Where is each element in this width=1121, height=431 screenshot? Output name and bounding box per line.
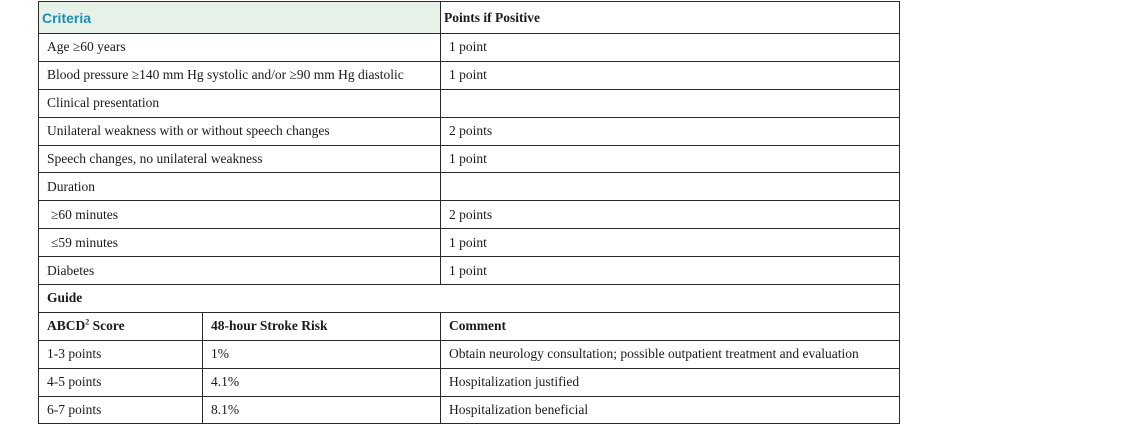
- table-row: [39, 145, 900, 173]
- criteria-label: Duration: [39, 173, 441, 201]
- criteria-label: Clinical presentation: [39, 89, 441, 117]
- criteria-points: 1 point: [441, 229, 900, 257]
- table-row: [39, 89, 900, 117]
- criteria-label: ≥60 minutes: [39, 201, 441, 229]
- comment-column-header: Comment: [441, 312, 900, 340]
- risk-column-header: 48-hour Stroke Risk: [203, 312, 441, 340]
- table-header-row: [39, 2, 900, 34]
- guide-score: 6-7 points: [39, 396, 203, 424]
- table-row: [39, 229, 900, 257]
- criteria-points: 2 points: [441, 117, 900, 145]
- criteria-points: 1 point: [441, 257, 900, 285]
- table-row: [39, 257, 900, 285]
- table-row: [39, 61, 900, 89]
- guide-comment: Hospitalization justified: [441, 368, 900, 396]
- table-row: [39, 173, 900, 201]
- criteria-label: Diabetes: [39, 257, 441, 285]
- criteria-points: 2 points: [441, 201, 900, 229]
- guide-comment: Obtain neurology consultation; possible outpatient treatment and evaluation: [441, 340, 900, 368]
- points-header: Points if Positive: [441, 2, 900, 34]
- guide-comment: Hospitalization beneficial: [441, 396, 900, 424]
- abcd2-score-table: [38, 1, 900, 424]
- guide-row: [39, 368, 900, 396]
- criteria-label: ≤59 minutes: [39, 229, 441, 257]
- criteria-points: 1 point: [441, 34, 900, 62]
- table-row: [39, 201, 900, 229]
- guide-row: [39, 396, 900, 424]
- criteria-points: [441, 89, 900, 117]
- guide-score: 4-5 points: [39, 368, 203, 396]
- criteria-points: [441, 173, 900, 201]
- table-row: [39, 117, 900, 145]
- guide-score: 1-3 points: [39, 340, 203, 368]
- criteria-label: Blood pressure ≥140 mm Hg systolic and/or ≥90 mm Hg diastolic: [39, 61, 441, 89]
- criteria-points: 1 point: [441, 145, 900, 173]
- guide-row: [39, 340, 900, 368]
- criteria-header: Criteria: [39, 2, 441, 34]
- criteria-label: Speech changes, no unilateral weakness: [39, 145, 441, 173]
- criteria-label: Unilateral weakness with or without speech changes: [39, 117, 441, 145]
- guide-title: Guide: [39, 285, 900, 313]
- guide-risk: 1%: [203, 340, 441, 368]
- criteria-label: Age ≥60 years: [39, 34, 441, 62]
- guide-title-row: [39, 285, 900, 313]
- score-column-header: ABCD$^2$ Score: [39, 312, 203, 340]
- guide-risk: 4.1%: [203, 368, 441, 396]
- guide-risk: 8.1%: [203, 396, 441, 424]
- criteria-points: 1 point: [441, 61, 900, 89]
- table-row: [39, 34, 900, 62]
- guide-header-row: [39, 312, 900, 340]
